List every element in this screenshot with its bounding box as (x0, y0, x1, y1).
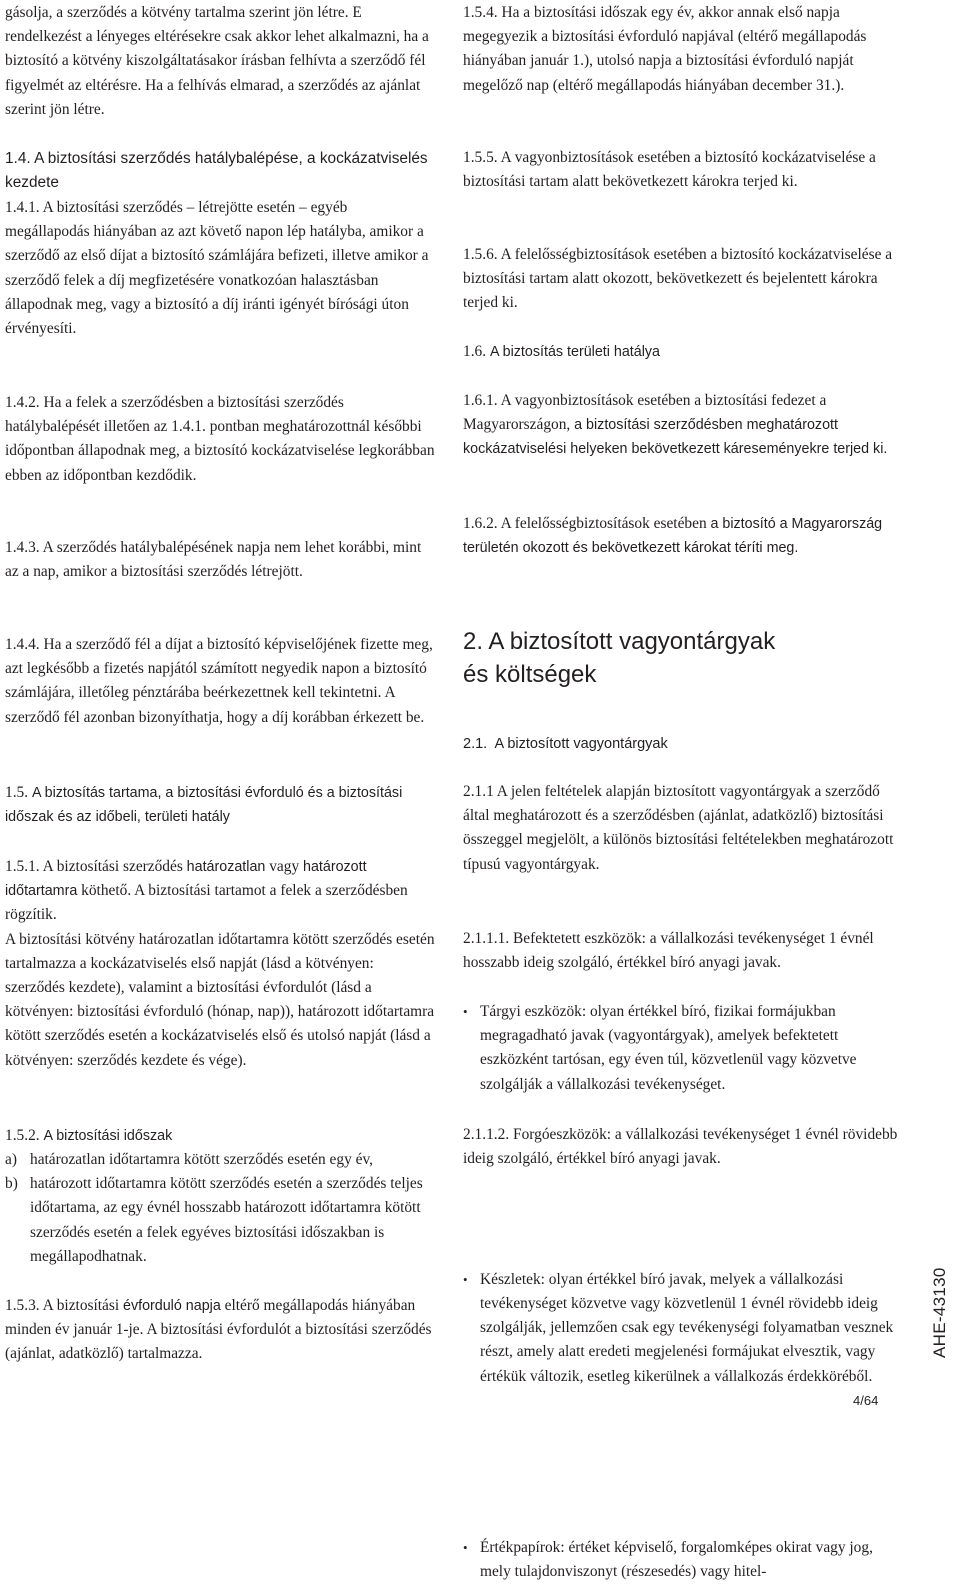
paragraph-1-6-2 (463, 512, 903, 560)
emphasis-anniversary: évforduló napja (123, 1298, 221, 1314)
heading-number: 1.5.2. (5, 1127, 44, 1144)
text-run: 1.6.1. A vagyonbiztosítások esetében a biztosítási fedezet a Magyarországon, (463, 392, 827, 434)
intro-paragraph: gásolja, a szerződés a kötvény tartalma szerint jön létre. E rendelkezést a lényeges eltérésekre csak akkor lehet alkalmazni, ha a biztosító a kötvény kiszolgáltatásakor írásban felhívta a szerződő fél figyelmét az eltérésre. Ha a felhívás elmarad, a szerződés az ajánlat szerint jön létre. (5, 4, 429, 118)
emphasis-liability: a biztosító a Magyarország területén okozott és bekövetkezett károkat téríti meg. (463, 516, 883, 557)
section-heading-2-1: 2.1. A biztosított vagyontárgyak (463, 736, 668, 752)
heading-text: A biztosítás tartama, a biztosítási évforduló és a biztosítási időszak és az időbeli, területi hatály (5, 785, 403, 826)
list-marker: a) (5, 1151, 17, 1168)
bullet-inventories: • Készletek: olyan értékkel bíró javak, melyek a vállalkozási tevékenységet közvetve vagy közvetlenül 1 évnél rövidebb ideig szolgálják, jellemzően csak egy tevékenységi folyamatban vesznek részt, amely alatt eredeti megjelenési formájukat elvesztik, vagy értékük változik, esetleg kikerülnek a vállalkozás érdekköréből. (463, 1268, 903, 1389)
paragraph-1-5-1-continued: A biztosítási kötvény határozatlan időtartamra kötött szerződés esetén tartalmazza a kockázatviselés első napját (lásd a kötvényen: szerződés kezdete), valamint a biztosítási évfordulót (lásd a kötvényen: biztosítási évforduló (hónap, nap)), határozott időtartamra kötött szerződés esetén a kockázatviselés első és utolsó napját (lásd a kötvényen: szerződés kezdete és vége). (5, 930, 435, 1069)
paragraph-1-5-3 (5, 1294, 435, 1367)
section-heading-1-4: 1.4. A biztosítási szerződés hatálybalépése, a kockázatviselés kezdete (5, 150, 428, 192)
paragraph-1-5-4: 1.5.4. Ha a biztosítási időszak egy év, akkor annak első napja megegyezik a biztosítási évforduló napjával (eltérő megállapodás hiányában január 1.), utolsó napja a biztosítási évforduló napját megelőző nap (eltérő megállapodás hiányában december 31.). (463, 4, 867, 94)
list-1-5-2 (5, 1148, 435, 1269)
section-heading-1-5-2 (5, 1124, 435, 1148)
heading-text: A biztosítási időszak (43, 1128, 173, 1144)
text-run: 1.6.2. A felelősségbiztosítások esetében (463, 515, 711, 532)
paragraph-1-6-1 (463, 389, 903, 462)
heading-number: 1.6. (463, 343, 490, 360)
paragraph-1-4-3: 1.4.3. A szerződés hatálybalépésének napja nem lehet korábbi, mint az a nap, amikor a biztosítási szerződés létrejött. (5, 539, 422, 581)
emphasis-definite: határozott időtartamra (5, 859, 367, 900)
chapter-heading-line: 2. A biztosított vagyontárgyak (463, 628, 776, 655)
emphasis-territory: a biztosítási szerződésben meghatározott kockázatviselési helyeken bekövetkezett káreseményekre terjed ki. (463, 417, 888, 458)
text-run: köthető. A biztosítási tartamot a felek a szerződésben rögzítik. (5, 882, 408, 924)
list-marker: b) (5, 1175, 18, 1193)
section-heading-1-6 (463, 340, 903, 364)
heading-number: 1.5. (5, 784, 32, 801)
paragraph-1-4-2: 1.4.2. Ha a felek a szerződésben a biztosítási szerződés hatálybalépését illetően az 1.4.1. pontban meghatározottnál későbbi időpontban állapodnak meg, a biztosító kockázatviselése legkorábban ebben az időpontban kezdődik. (5, 394, 435, 484)
text-run: eltérő megállapodás hiányában minden év január 1-je. A biztosítási évfordulót a biztosítási szerződés (ajánlat, adatközlő) tartalmazza. (5, 1297, 432, 1363)
paragraph-1-5-6: 1.5.6. A felelősségbiztosítások esetében a biztosító kockázatviselése a biztosítási tartam alatt okozott, bekövetkezett és bejelentett károkra terjed ki. (463, 246, 893, 312)
list-item (5, 1148, 435, 1172)
paragraph-1-5-1 (5, 855, 435, 1073)
chapter-heading-2 (463, 625, 903, 691)
list-item (5, 1172, 435, 1269)
bullet-fixed-assets: • Tárgyi eszközök: olyan értékkel bíró, fizikai formájukban megragadható javak (vagyontárgyak), amelyek befektetett eszközként tartósan, egy éven túl, közvetlenül vagy közvetve szolgálják a vállalkozási tevékenységet. (463, 1000, 903, 1097)
text-run: 1.5.3. A biztosítási (5, 1297, 123, 1314)
emphasis-indefinite: határozatlan (186, 859, 266, 875)
section-heading-1-5 (5, 781, 435, 829)
paragraph-1-4-4: 1.4.4. Ha a szerződő fél a díjat a biztosító képviselőjének fizette meg, azt legkésőbb a fizetés napjától számított negyedik napon a biztosító számlájára, illetőleg pénztárába beérkezettnek kell tekintetni. A szerződő fél azonban bizonyíthatja, hogy a díj korábban érkezett be. (5, 636, 433, 726)
document-code: AHE-43130 (930, 1267, 949, 1358)
page-number: 4/64 (853, 1393, 879, 1408)
paragraph-2-1-1-1: 2.1.1.1. Befektetett eszközök: a vállalkozási tevékenységet 1 évnél hosszabb ideig szolgáló, értékkel bíró anyagi javak. (463, 930, 874, 972)
text-run: 1.5.1. A biztosítási szerződés (5, 858, 187, 875)
paragraph-1-5-5: 1.5.5. A vagyonbiztosítások esetében a biztosító kockázatviselése a biztosítási tartam alatt bekövetkezett károkra terjed ki. (463, 149, 876, 191)
text-run: vagy (265, 858, 303, 875)
paragraph-1-4-1: 1.4.1. A biztosítási szerződés – létrejötte esetén – egyéb megállapodás hiányában az azt követő napon lép hatályba, amikor a szerződő az első díjat a biztosító számlájára befizeti, illetve amikor a szerződő felek a díj megfizetésére vonatkozóan halasztásban állapodnak meg, vagy a biztosító a díj iránti igényét bírósági úton érvényesíti. (5, 199, 429, 338)
paragraph-2-1-1: 2.1.1 A jelen feltételek alapján biztosított vagyontárgyak a szerződő által meghatározott és a szerződésben (ajánlat, adatközlő) biztosítási összeggel megjelölt, a különös biztosítási feltételekben meghatározott típusú vagyontárgyak. (463, 783, 894, 873)
list-item-text: határozott időtartamra kötött szerződés esetén a szerződés teljes időtartama, az egy évnél hosszabb határozott időtartamra kötött szerződés esetén a felek egyéves biztosítási időszakban is megállapodhatnak. (30, 1175, 423, 1265)
list-item-text: határozatlan időtartamra kötött szerződés esetén egy év, (30, 1151, 373, 1168)
heading-text: A biztosítás területi hatálya (489, 344, 661, 360)
paragraph-2-1-1-2: 2.1.1.2. Forgóeszközök: a vállalkozási tevékenységet 1 évnél rövidebb ideig szolgáló, értékkel bíró anyagi javak. (463, 1126, 898, 1168)
bullet-securities: • Értékpapírok: értéket képviselő, forgalomképes okirat vagy jog, mely tulajdonviszonyt (részesedés) vagy hitel- (463, 1536, 903, 1584)
chapter-heading-line: és költségek (463, 661, 597, 688)
